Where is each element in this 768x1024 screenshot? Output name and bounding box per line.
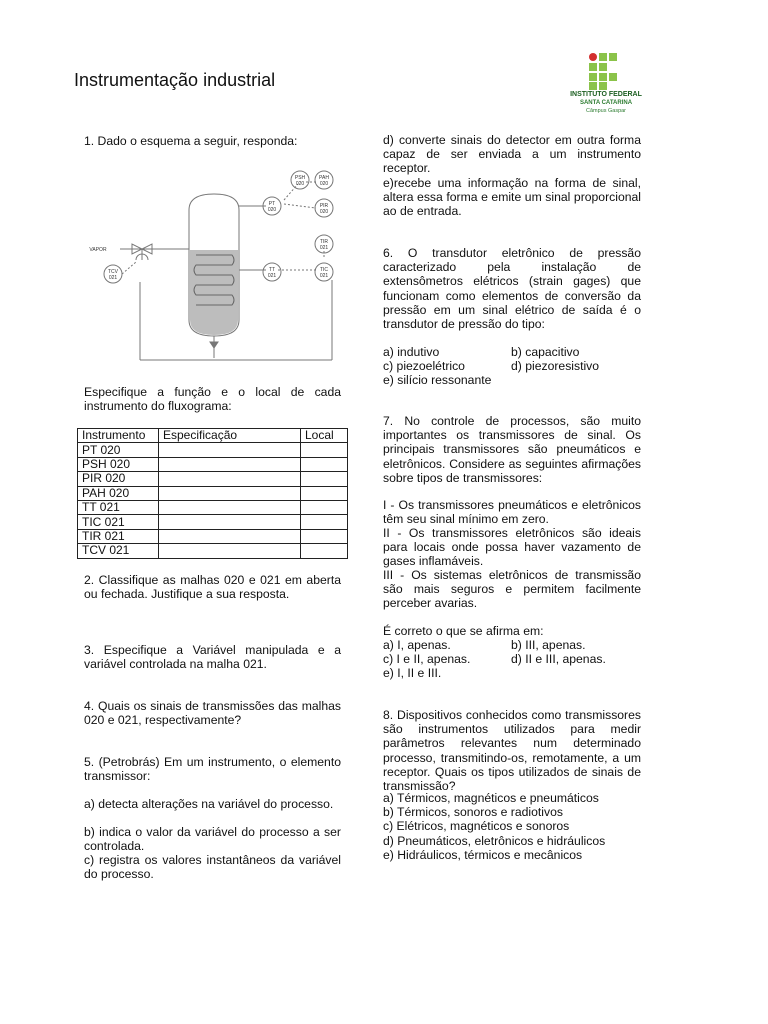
instrument-cell: TCV 021 [78,544,159,558]
q6-option-e: e) silício ressonante [383,373,492,388]
spec-cell[interactable] [159,500,301,514]
spec-cell[interactable] [159,515,301,529]
local-cell[interactable] [301,472,348,486]
q8-option-d: d) Pneumáticos, eletrônicos e hidráulicos [383,833,606,848]
institute-logo [563,51,649,121]
question-8: 8. Dispositivos conhecidos como transmissores são instrumentos utilizados para medir parâmetros relevantes num determinado processo, transmitindo-os, remotamente, a um receptor. Quais os tipos utilizados de sinais de transmissão? [383,708,641,794]
instrument-cell: TIC 021 [78,515,159,529]
tag-pt-num: 020 [267,207,277,213]
spec-cell[interactable] [159,486,301,500]
q5-option-a: a) detecta alterações na variável do processo. [84,797,334,811]
q7-option-d: d) II e III, apenas. [511,652,606,667]
spec-cell[interactable] [159,457,301,471]
col-header-local: Local [301,429,348,443]
logo-line2: SANTA CATARINA [579,100,633,106]
tag-pah: PAH [319,175,329,181]
table-row [78,486,348,500]
local-cell[interactable] [301,529,348,543]
col-header-especificacao: Especificação [159,429,301,443]
question-5: 5. (Petrobrás) Em um instrumento, o elemento transmissor: [84,755,341,784]
q5-option-e: e)recebe uma informação na forma de sinal, altera essa forma e emite um sinal proporcional ao de entrada. [383,176,641,219]
q5-option-b: b) indica o valor da variável do processo a ser controlada. [84,825,341,854]
table-row [78,472,348,486]
tag-tir-num: 021 [319,245,329,251]
q8-option-c: c) Elétricos, magnéticos e sonoros [383,819,570,834]
tag-tt-num: 021 [267,273,277,279]
tag-tcv-num: 021 [108,275,118,281]
question-2: 2. Classifique as malhas 020 e 021 em aberta ou fechada. Justifique a sua resposta. [84,573,341,602]
q8-options [383,791,641,862]
tag-tir: TIR [319,239,329,245]
q5-option-d: d) converte sinais do detector em outra forma capaz de ser enviada a um instrumento receptor. [383,133,641,176]
tag-psh-num: 020 [295,181,305,187]
table-row [78,457,348,471]
tag-pt: PT [268,201,276,207]
q5-option-c: c) registra os valores instantâneos da variável do processo. [84,853,341,882]
local-cell[interactable] [301,515,348,529]
tag-pir: PIR [319,203,329,209]
local-cell[interactable] [301,544,348,558]
instrument-cell: PSH 020 [78,457,159,471]
table-header-row [78,429,348,443]
q7-option-e: e) I, II e III. [383,666,442,681]
instrument-cell: TIR 021 [78,529,159,543]
q1-prompt: 1. Dado o esquema a seguir, responda: [84,134,298,148]
q6-option-a: a) indutivo [383,345,440,359]
process-diagram [84,160,344,375]
tag-tt: TT [268,267,276,273]
q7-statement-ii: II - Os transmissores eletrônicos são ideais para locais onde possa haver vazamento de gases inflamáveis. [383,526,641,569]
local-cell[interactable] [301,457,348,471]
q6-options [383,345,641,388]
question-4: 4. Quais os sinais de transmissões das malhas 020 e 021, respectivamente? [84,699,341,728]
spec-cell[interactable] [159,443,301,457]
tag-pir-num: 020 [319,209,329,215]
logo-line1: INSTITUTO FEDERAL [570,91,642,98]
question-3: 3. Especifique a Variável manipulada e a variável controlada na malha 021. [84,643,341,672]
q8-option-a: a) Térmicos, magnéticos e pneumáticos [383,791,599,805]
q6-option-b: b) capacitivo [511,345,580,359]
question-6: 6. O transdutor eletrônico de pressão caracterizado pela instalação de extensômetros elétricos (strain gages) que funcionam como elementos de conversão da pressão em um sinal elétrico de saída é o transdutor de pressão do tipo: [383,246,641,332]
table-row [78,529,348,543]
q7-option-c: c) I e II, apenas. [383,652,471,667]
tag-tic: TIC [319,267,329,273]
instrument-table [77,428,348,559]
q7-option-b: b) III, apenas. [511,638,586,652]
spec-cell[interactable] [159,529,301,543]
instrument-cell: PAH 020 [78,486,159,500]
tag-pah-num: 020 [319,181,329,187]
table-row [78,515,348,529]
spec-cell[interactable] [159,472,301,486]
q8-option-e: e) Hidráulicos, térmicos e mecânicos [383,847,583,862]
local-cell[interactable] [301,443,348,457]
question-7: 7. No controle de processos, são muito importantes os transmissores de sinal. Os principais transmissores são pneumáticos e eletrônicos. Considere as seguintes afirmações sobre tipos de transmissores: [383,414,641,485]
tag-psh: PSH [294,175,306,181]
instrument-cell: PIR 020 [78,472,159,486]
instrument-cell: PT 020 [78,443,159,457]
local-cell[interactable] [301,486,348,500]
tag-tic-num: 021 [319,273,329,279]
local-cell[interactable] [301,500,348,514]
page-title: Instrumentação industrial [74,70,276,90]
logo-line3: Câmpus Gaspar [585,108,627,114]
q6-option-d: d) piezoresistivo [511,359,600,374]
spec-cell[interactable] [159,544,301,558]
q8-option-b: b) Térmicos, sonoros e radiotivos [383,805,563,820]
instrument-cell: TT 021 [78,500,159,514]
q6-option-c: c) piezoelétrico [383,359,465,374]
table-row [78,544,348,558]
tag-tcv: TCV [108,269,118,275]
q7-options [383,638,641,681]
q7-correct-prompt: É correto o que se afirma em: [383,624,544,638]
q7-statement-iii: III - Os sistemas eletrônicos de transmissão são mais seguros e permitem facilmente perceber avarias. [383,568,641,611]
table-row [78,443,348,457]
q1-specify: Especifique a função e o local de cada instrumento do fluxograma: [84,385,341,414]
col-header-instrumento: Instrumento [78,429,159,443]
vapor-label: VAPOR [89,247,107,253]
q7-statement-i: I - Os transmissores pneumáticos e eletrônicos têm seu sinal mínimo em zero. [383,498,641,527]
table-row [78,500,348,514]
q7-option-a: a) I, apenas. [383,638,451,652]
